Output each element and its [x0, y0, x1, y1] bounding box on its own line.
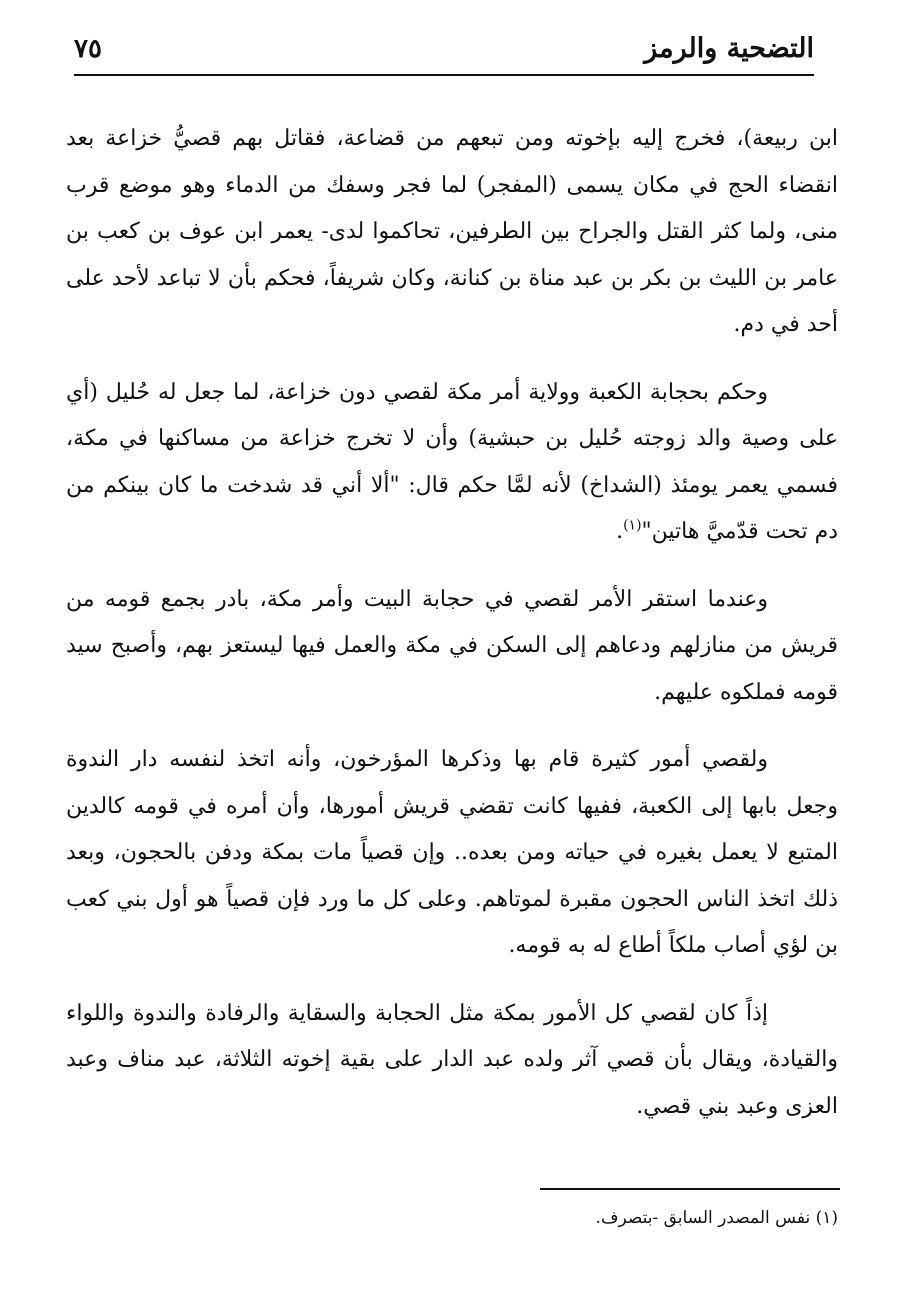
running-title: التضحية والرمز: [644, 33, 814, 64]
page-header: [74, 22, 814, 74]
paragraph-4: ولقصي أمور كثيرة قام بها وذكرها المؤرخون، وأنه اتخذ لنفسه دار الندوة وجعل بابها إلى الكعبة، ففيها كانت تقضي قريش أمورها، وأن أمره في قومه كالدين المتبع لا يعمل بغيره في حياته ومن بعده.. وإن قصياً مات بمكة ودفن بالحجون، وبعد ذلك اتخذ الناس الحجون مقبرة لموتاهم. وعلى كل ما ورد فإن قصياً هو أول بني كعب بن لؤي أصاب ملكاً أطاع له به قومه.: [66, 747, 838, 958]
body-text: [66, 116, 838, 1151]
footnote-rule: [540, 1188, 840, 1190]
paragraph-2-end: .: [616, 519, 624, 544]
page-number: ٧٥: [74, 34, 102, 64]
paragraph-2-text: وحكم بحجابة الكعبة وولاية أمر مكة لقصي دون خزاعة، لما جعل له حُليل (أي على وصية والد زوجته حُليل بن حبشية) وأن لا تخرج خزاعة من مساكنها في مكة، فسمي يعمر يومئذ (الشداخ) لأنه لمَّا حكم قال: "ألا أني قد شدخت ما كان بينكم من دم تحت قدّميَّ هاتين": [66, 379, 838, 544]
header-rule: [74, 74, 814, 76]
paragraph-2: [66, 370, 838, 556]
footnote-reference: (١): [623, 517, 642, 534]
footnote-1: (١) نفس المصدر السابق -بتصرف.: [595, 1208, 838, 1228]
paragraph-5: إذاً كان لقصي كل الأمور بمكة مثل الحجابة والسقاية والرفادة والندوة واللواء والقيادة، ويقال بأن قصي آثر ولده عبد الدار على بقية إخوته الثلاثة، عبد مناف وعبد العزى وعبد بني قصي.: [66, 1000, 838, 1119]
paragraph-3: وعندما استقر الأمر لقصي في حجابة البيت وأمر مكة، بادر بجمع قومه من قريش من منازلهم ودعاهم إلى السكن في مكة والعمل فيها ليستعز بهم، وأصبح سيد قومه فملكوه عليهم.: [66, 586, 838, 705]
paragraph-1: ابن ربيعة)، فخرج إليه بإخوته ومن تبعهم من قضاعة، فقاتل بهم قصيُّ خزاعة بعد انقضاء الحج في مكان يسمى (المفجر) لما فجر وسفك من الدماء وهو موضع قرب منى، ولما كثر القتل والجراح بين الطرفين، تحاكموا لدى- يعمر ابن عوف بن كعب بن عامر بن الليث بن بكر بن عبد مناة بن كنانة، وكان شريفاً، فحكم بأن لا تباعد لأحد على أحد في دم.: [66, 126, 838, 337]
